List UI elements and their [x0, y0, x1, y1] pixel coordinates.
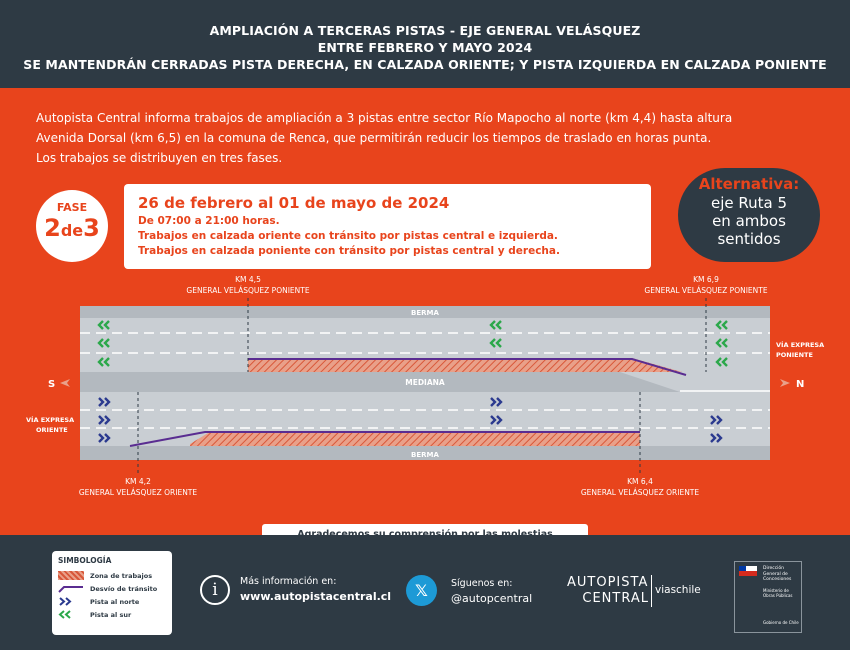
- gov-line-3: Gobierno de Chile: [763, 620, 799, 625]
- work-zone-swatch: [58, 571, 84, 580]
- berma-top-label: BERMA: [411, 309, 439, 317]
- exit-name-bottom-left: GENERAL VELÁSQUEZ ORIENTE: [78, 488, 198, 497]
- legend: [52, 551, 172, 635]
- berma-bottom-label: BERMA: [411, 451, 439, 459]
- south-arrow-icon: [60, 379, 70, 387]
- legend-south-label: Pista al sur: [90, 610, 132, 619]
- phase-hours: De 07:00 a 21:00 horas.: [138, 215, 280, 227]
- logo-line-1: AUTOPISTA: [567, 575, 649, 590]
- phase-west-works: Trabajos en calzada poniente con tránsito por pistas central y derecha.: [138, 245, 560, 257]
- intro-text: [36, 108, 756, 168]
- km-label-bottom-right: KM 6,4: [627, 477, 653, 486]
- exit-name-top-right: GENERAL VELÁSQUEZ PONIENTE: [644, 286, 768, 295]
- website-link[interactable]: www.autopistacentral.cl: [240, 590, 392, 603]
- autopista-central-logo: [567, 575, 701, 607]
- alternative-title: Alternativa:: [698, 175, 800, 193]
- intro-line-1: Autopista Central informa trabajos de ampliación a 3 pistas entre sector Río Mapocho al norte (km 4,4) hasta altura: [36, 111, 733, 125]
- alternative-line-2: en ambos: [712, 212, 786, 230]
- via-oriente-label-1: VÍA EXPRESA: [26, 416, 75, 424]
- main-panel: [0, 88, 850, 535]
- phase-current: 2: [44, 214, 61, 242]
- north-arrow-icon: [780, 379, 790, 387]
- footer: [0, 535, 850, 650]
- more-info-label: Más información en:: [240, 576, 337, 587]
- work-zone-west: [248, 358, 682, 372]
- legend-work-zone-label: Zona de trabajos: [90, 571, 153, 580]
- legend-detour-label: Desvío de tránsito: [90, 584, 158, 593]
- gov-line-1: Dirección General de Concesiones: [763, 566, 792, 582]
- km-label-top-right: KM 6,9: [693, 275, 719, 284]
- detour-swatch: [58, 584, 84, 593]
- chile-flag-icon: [739, 566, 757, 576]
- legend-north: [58, 595, 166, 608]
- header-dates: ENTRE FEBRERO Y MAYO 2024: [317, 40, 533, 55]
- intro-line-2: Avenida Dorsal (km 6,5) en la comuna de Renca, que permitirán reducir los tiempos de traslado en horas punta.: [36, 131, 712, 145]
- alternative-line-1: eje Ruta 5: [710, 194, 788, 212]
- logo-line-2: CENTRAL: [582, 591, 649, 606]
- work-zone-east: [190, 433, 640, 446]
- phase-total: 3: [83, 214, 100, 242]
- x-twitter-icon[interactable]: 𝕏: [406, 575, 437, 606]
- social-label: Síguenos en:: [451, 578, 513, 589]
- logo-divider: [651, 575, 652, 607]
- phase-number: [36, 214, 108, 245]
- exit-name-top-left: GENERAL VELÁSQUEZ PONIENTE: [186, 286, 310, 295]
- social: [451, 577, 532, 606]
- phase-east-works: Trabajos en calzada oriente con tránsito por pistas central e izquierda.: [138, 230, 558, 242]
- header-title: AMPLIACIÓN A TERCERAS PISTAS - EJE GENERAL VELÁSQUEZ: [209, 23, 641, 38]
- via-poniente-label-2: PONIENTE: [776, 351, 813, 359]
- info-icon: i: [200, 575, 230, 605]
- viaschile-logo: viaschile: [655, 584, 701, 596]
- north-label: N: [796, 379, 805, 390]
- header: [0, 0, 850, 88]
- median: [80, 372, 680, 392]
- chevron-left-icon: [58, 610, 84, 619]
- intro-line-3: Los trabajos se distribuyen en tres fases.: [36, 151, 283, 165]
- legend-north-label: Pista al norte: [90, 597, 140, 606]
- median-label: MEDIANA: [405, 378, 445, 387]
- header-closures: SE MANTENDRÁN CERRADAS PISTA DERECHA, EN CALZADA ORIENTE; Y PISTA IZQUIERDA EN CALZADA PONIENTE: [23, 57, 827, 72]
- phase-de: de: [60, 221, 84, 240]
- phase-badge: [36, 190, 108, 262]
- south-label: S: [48, 379, 56, 390]
- via-poniente-label-1: VÍA EXPRESA: [776, 341, 825, 349]
- phase-dates: 26 de febrero al 01 de mayo de 2024: [138, 194, 450, 212]
- km-label-bottom-left: KM 4,2: [125, 477, 151, 486]
- legend-work-zone: [58, 569, 166, 582]
- median-end: [680, 372, 770, 392]
- road-diagram: [0, 268, 850, 518]
- km-label-top-left: KM 4,5: [235, 275, 261, 284]
- alternative-line-3: sentidos: [717, 230, 781, 248]
- alternative-route-badge: [678, 168, 820, 262]
- social-handle[interactable]: @autopcentral: [451, 592, 533, 605]
- legend-south: [58, 608, 166, 621]
- legend-detour: [58, 582, 166, 595]
- phase-info-box: [124, 184, 651, 269]
- phase-label: FASE: [56, 201, 88, 214]
- government-seal: [734, 561, 802, 633]
- via-oriente-label-2: ORIENTE: [36, 426, 68, 434]
- more-info: [240, 575, 391, 605]
- chevron-right-icon: [58, 597, 84, 606]
- exit-name-bottom-right: GENERAL VELÁSQUEZ ORIENTE: [580, 488, 700, 497]
- gov-line-2: Ministerio de Obras Públicas: [763, 588, 793, 598]
- legend-title: SIMBOLOGÍA: [58, 556, 112, 565]
